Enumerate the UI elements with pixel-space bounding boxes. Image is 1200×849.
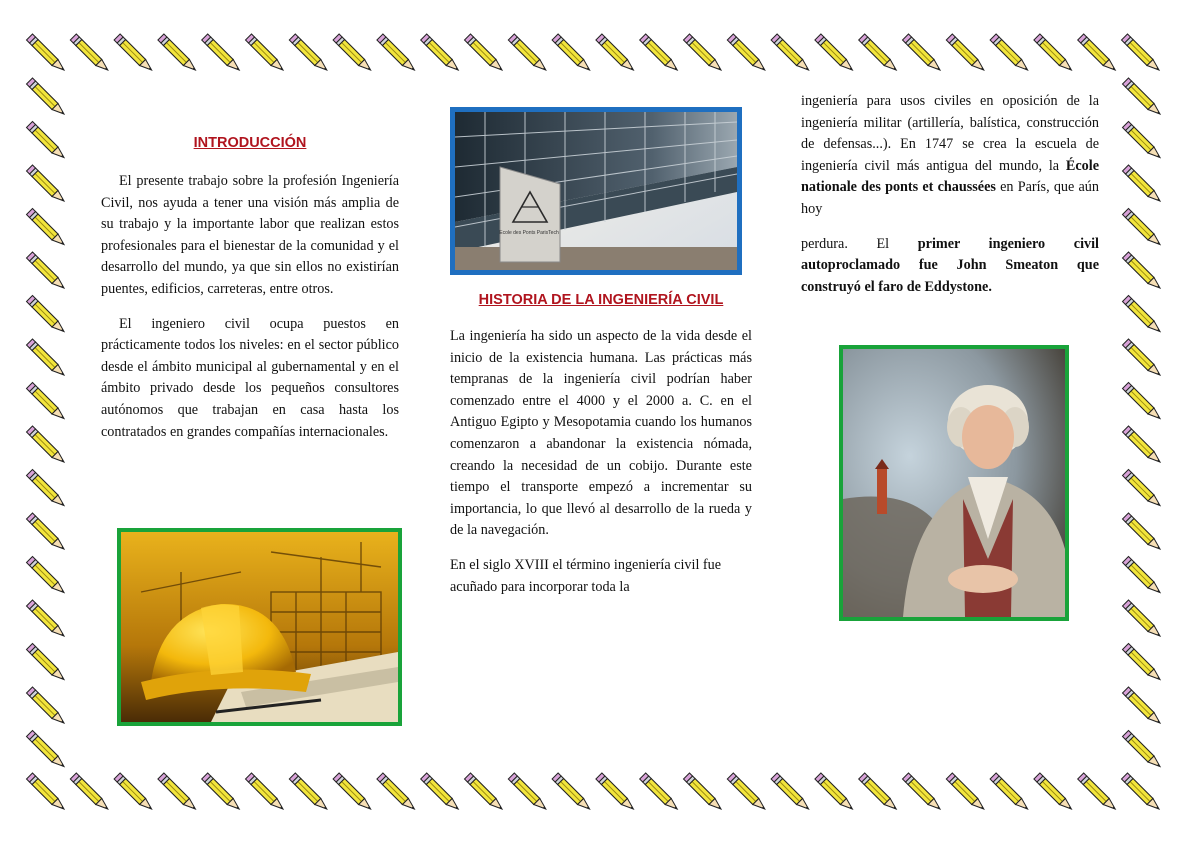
col3-p2-start: perdura. El — [801, 235, 918, 252]
pencil-icon — [990, 34, 1028, 70]
pencil-icon — [421, 34, 459, 70]
pencil-icon — [27, 339, 65, 375]
pencil-icon — [508, 773, 546, 809]
pencil-icon — [1122, 34, 1160, 70]
pencil-icon — [27, 122, 65, 158]
pencil-icon — [1123, 252, 1161, 288]
pencil-icon — [333, 34, 371, 70]
pencil-icon — [1123, 78, 1161, 114]
pencil-icon — [27, 773, 65, 809]
pencil-icon — [596, 34, 634, 70]
pencil-icon — [202, 34, 240, 70]
pencil-icon — [508, 34, 546, 70]
historia-title: HISTORIA DE LA INGENIERÍA CIVIL — [478, 292, 724, 308]
pencil-icon — [70, 34, 108, 70]
pencil-icon — [1034, 34, 1072, 70]
pencil-icon — [27, 252, 65, 288]
pencil-icon — [815, 773, 853, 809]
pencil-icon — [377, 773, 415, 809]
pencil-icon — [27, 687, 65, 723]
pencil-icon — [27, 383, 65, 419]
col3-ecole-name: École nationale des ponts et chaussées — [801, 157, 1099, 196]
pencil-icon — [289, 34, 327, 70]
pencil-icon — [27, 209, 65, 245]
pencil-icon — [114, 773, 152, 809]
pencil-icon — [1123, 296, 1161, 332]
pencil-icon — [27, 78, 65, 114]
pencil-icon — [246, 34, 284, 70]
pencil-icon — [596, 773, 634, 809]
pencil-icon — [27, 513, 65, 549]
intro-title: INTRODUCCIÓN — [193, 135, 307, 151]
pencil-icon — [684, 34, 722, 70]
pencil-icon — [27, 165, 65, 201]
pencil-icon — [27, 600, 65, 636]
pencil-icon — [1123, 600, 1161, 636]
pencil-icon — [1123, 165, 1161, 201]
pencil-icon — [202, 773, 240, 809]
pencil-icon — [27, 470, 65, 506]
pencil-icon — [421, 773, 459, 809]
pencil-icon — [815, 34, 853, 70]
pencil-icon — [1078, 773, 1116, 809]
pencil-icon — [114, 34, 152, 70]
pencil-icon — [158, 773, 196, 809]
smeaton-portrait-image — [839, 345, 1069, 621]
pencil-icon — [859, 773, 897, 809]
intro-paragraph-1: El presente trabajo sobre la profesión Ingeniería Civil, nos ayuda a tener una visión más amplia de su trabajo y la importante labor que realizan estos profesionales para el bienestar de la comunidad y el desarrollo del mundo, ya que sin ellos no existirían puentes, edificios, carreteras, entre otros. — [101, 173, 399, 297]
pencil-icon — [1123, 687, 1161, 723]
pencil-icon — [27, 644, 65, 680]
pencil-icon — [1123, 644, 1161, 680]
pencil-icon — [27, 557, 65, 593]
pencil-icon — [27, 34, 65, 70]
intro-paragraph-2: El ingeniero civil ocupa puestos en prácticamente todos los niveles: en el sector público desde el ámbito municipal al gubernamental y en el ámbito privado desde los pequeños consultores autónomos que trabajan en casa hasta los contratados en grandes compañías internacionales. — [101, 315, 399, 440]
col3-p1-start: ingeniería para usos civiles en oposición de la ingeniería militar (artillería, balística, construcción de defensas...). En 1747 se crea la escuela de ingeniería civil más antigua del mundo, la — [801, 93, 1099, 174]
pencil-icon — [727, 773, 765, 809]
pencil-icon — [1123, 209, 1161, 245]
pencil-icon — [1123, 383, 1161, 419]
pencil-icon — [771, 773, 809, 809]
pencil-icon — [1123, 470, 1161, 506]
pencil-icon — [1122, 773, 1160, 809]
pencil-icon — [771, 34, 809, 70]
helmet-construction-image — [117, 528, 402, 726]
pencil-icon — [1123, 426, 1161, 462]
pencil-icon — [465, 34, 503, 70]
pencil-icon — [158, 34, 196, 70]
pencil-icon — [465, 773, 503, 809]
historia-column — [450, 290, 752, 598]
pencil-icon — [946, 34, 984, 70]
pencil-icon — [859, 34, 897, 70]
pencil-icon — [727, 34, 765, 70]
pencil-icon — [377, 34, 415, 70]
pencil-icon — [946, 773, 984, 809]
col3-paragraph-1 — [801, 91, 1099, 221]
pencil-icon — [1078, 34, 1116, 70]
col3-p1-end: en París, que aún hoy — [801, 179, 1099, 217]
pencil-icon — [1123, 339, 1161, 375]
pencil-icon — [552, 34, 590, 70]
pencil-icon — [990, 773, 1028, 809]
pencil-icon — [903, 34, 941, 70]
column-three — [801, 91, 1099, 298]
pencil-icon — [27, 296, 65, 332]
pencil-icon — [27, 426, 65, 462]
pencil-icon — [333, 773, 371, 809]
pencil-icon — [640, 773, 678, 809]
historia-paragraph-1: La ingeniería ha sido un aspecto de la vida desde el inicio de la existencia humana. Las prácticas más tempranas de la ingeniería civil podrían haber comenzado entre el 4000 y el 2000 a. C. en el Antiguo Egipto y Mesopotamia cuando los humanos comenzaron a abandonar la existencia nómada, creando la necesidad de un cobijo. Durante este tiempo el transporte empezó a incrementar su importancia, lo que llevó al desarrollo de la rueda y de la navegación. — [450, 328, 752, 539]
pencil-icon — [552, 773, 590, 809]
pencil-icon — [1034, 773, 1072, 809]
col3-paragraph-2 — [801, 234, 1099, 299]
pencil-icon — [1123, 557, 1161, 593]
pencil-icon — [289, 773, 327, 809]
intro-column — [101, 133, 399, 443]
building-sign-text: Ecole des Ponts ParisTech — [499, 230, 559, 236]
pencil-icon — [640, 34, 678, 70]
ecole-building-image — [450, 107, 742, 275]
historia-paragraph-2: En el siglo XVIII el término ingeniería civil fue acuñado para incorporar toda la — [450, 556, 722, 595]
pencil-icon — [1123, 122, 1161, 158]
pencil-icon — [246, 773, 284, 809]
pencil-icon — [903, 773, 941, 809]
col3-smeaton-text: primer ingeniero civil autoproclamado fue John Smeaton que construyó el faro de Eddystone. — [801, 235, 1099, 295]
pencil-icon — [70, 773, 108, 809]
pencil-icon — [1123, 731, 1161, 767]
pencil-icon — [684, 773, 722, 809]
pencil-icon — [1123, 513, 1161, 549]
pencil-icon — [27, 731, 65, 767]
